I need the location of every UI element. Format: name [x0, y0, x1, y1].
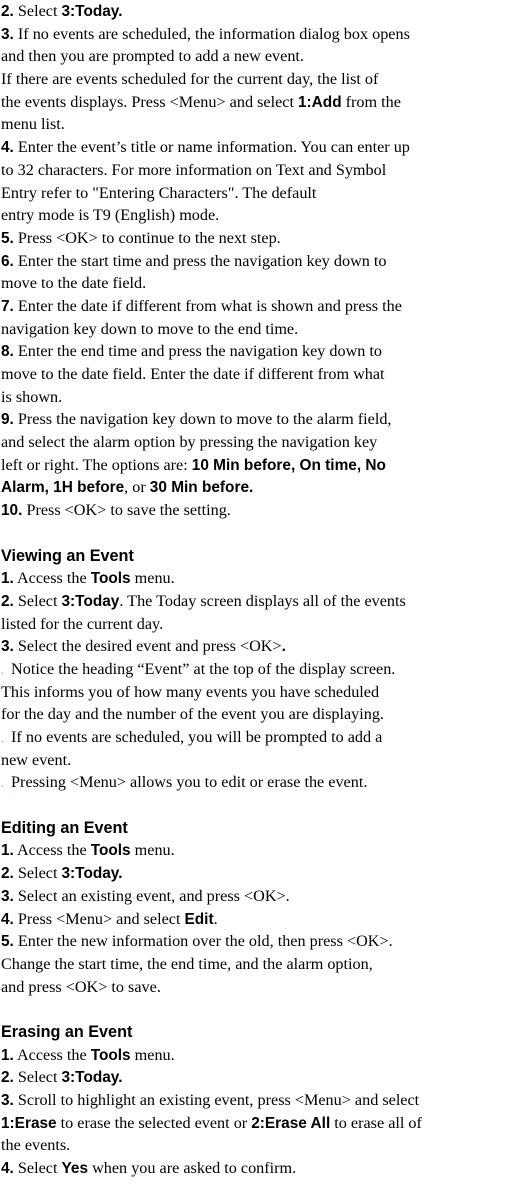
text: Enter the date if different from what is shown and press the	[13, 296, 402, 315]
step-line	[1, 908, 515, 931]
key-term: 2:Erase All	[251, 1114, 331, 1132]
text-line: Change the start time, the end time, and the alarm option,	[1, 954, 373, 973]
step-number: 3.	[1, 887, 14, 905]
text-line: menu list.	[1, 115, 65, 134]
section-heading-editing: Editing an Event	[1, 818, 128, 837]
step-line	[1, 0, 515, 23]
text: Access the	[13, 569, 91, 588]
step-line	[1, 295, 515, 318]
text: when you are asked to confirm.	[88, 1159, 297, 1178]
bullet-icon: .	[1, 776, 4, 791]
bullet-icon: .	[1, 731, 4, 745]
step-line	[1, 862, 515, 885]
bullet-icon: .	[1, 662, 4, 677]
text-line: and then you are prompted to add a new event.	[1, 47, 304, 66]
text-line: move to the date field.	[1, 274, 147, 293]
step-number: 4.	[1, 1160, 14, 1178]
text: Enter the event’s title or name information. You can enter up	[13, 138, 410, 157]
step-line	[1, 590, 515, 613]
step-line	[1, 885, 515, 908]
step-number: 5.	[1, 933, 14, 951]
text: , or	[124, 478, 150, 497]
step-line	[1, 567, 515, 590]
text: the events displays. Press <Menu> and select	[1, 92, 298, 111]
text-line: new event.	[1, 750, 72, 769]
text-line	[1, 476, 515, 499]
text: Select the desired event and press <OK>	[13, 637, 282, 656]
step-number: 1.	[1, 1046, 14, 1064]
text: Select	[13, 1159, 62, 1178]
text-line	[1, 454, 515, 477]
text: Press <OK> to save the setting.	[22, 501, 231, 520]
key-term: Alarm, 1H before	[1, 479, 125, 497]
step-line	[1, 250, 515, 273]
key-term: Tools	[90, 570, 131, 588]
spacer	[1, 794, 515, 817]
key-term: 1:Add	[298, 93, 342, 111]
step-line	[1, 227, 515, 250]
key-term: 3:Today.	[61, 1069, 123, 1087]
text: Pressing <Menu> allows you to edit or erase the event.	[7, 773, 368, 792]
step-number: 1.	[1, 570, 14, 588]
step-number: 3.	[1, 1092, 14, 1109]
bullet-line	[1, 658, 515, 681]
text: Press <OK> to continue to the next step.	[13, 228, 281, 247]
text-line: This informs you of how many events you have scheduled	[1, 682, 380, 701]
step-line	[1, 136, 515, 159]
text-line: Entry refer to "Entering Characters". The default	[1, 183, 317, 202]
key-term: 10 Min before, On time, No	[191, 456, 386, 474]
step-number: 4.	[1, 139, 14, 157]
text: Select	[13, 1068, 62, 1087]
text: . The Today screen displays all of the events	[119, 591, 406, 610]
step-number: 4.	[1, 910, 14, 928]
key-term: 3:Today.	[61, 3, 123, 20]
text: Select	[13, 864, 62, 883]
step-number: 3.	[1, 25, 14, 43]
text-line	[1, 1112, 515, 1135]
step-number: 8.	[1, 343, 14, 361]
text-line: and press <OK> to save.	[1, 977, 161, 996]
key-term: Tools	[90, 1046, 131, 1064]
text-line: the events.	[1, 1136, 71, 1155]
key-term: 3:Today	[61, 592, 120, 610]
text: If no events are scheduled, the information dialog box opens	[13, 24, 410, 43]
step-number: 2.	[1, 3, 14, 20]
text: If no events are scheduled, you will be prompted to add a	[7, 728, 383, 746]
step-line	[1, 1157, 515, 1180]
step-number: 5.	[1, 229, 14, 247]
text-line: is shown.	[1, 387, 63, 406]
step-line	[1, 930, 515, 953]
step-number: 2.	[1, 1069, 14, 1087]
step-line	[1, 1089, 515, 1112]
key-term: Edit	[184, 910, 214, 928]
step-number: 2.	[1, 865, 14, 883]
text-line: for the day and the number of the event you are displaying.	[1, 705, 384, 724]
key-term: 30 Min before.	[149, 479, 254, 497]
bullet-line	[1, 771, 515, 794]
text: Scroll to highlight an existing event, press <Menu> and select	[13, 1091, 420, 1109]
text: to erase all of	[330, 1113, 422, 1132]
step-number: 10.	[1, 502, 23, 520]
text-line: to 32 characters. For more information on Text and Symbol	[1, 160, 387, 179]
step-number: 6.	[1, 252, 14, 270]
text: Notice the heading “Event” at the top of the display screen.	[7, 659, 396, 678]
text: to erase the selected event or	[56, 1113, 252, 1132]
step-line	[1, 408, 515, 431]
step-number: 9.	[1, 411, 14, 429]
text: Enter the end time and press the navigation key down to	[13, 342, 383, 361]
text: left or right. The options are:	[1, 455, 192, 474]
text: Enter the start time and press the navigation key down to	[13, 251, 387, 270]
text: Select	[13, 591, 62, 610]
text: menu.	[130, 569, 175, 588]
text: menu.	[130, 841, 175, 860]
step-line	[1, 1044, 515, 1067]
step-number: 1.	[1, 842, 14, 860]
step-number: 3.	[1, 638, 14, 656]
step-line	[1, 635, 515, 658]
step-number: 7.	[1, 297, 14, 315]
step-line	[1, 499, 515, 522]
text: Access the	[13, 841, 91, 860]
text-line: navigation key down to move to the end time.	[1, 319, 299, 338]
text: Press the navigation key down to move to the alarm field,	[13, 410, 392, 429]
text: menu.	[130, 1045, 175, 1064]
text-line: and select the alarm option by pressing the navigation key	[1, 433, 378, 452]
step-line	[1, 23, 515, 46]
key-term: .	[281, 638, 286, 656]
step-line	[1, 839, 515, 862]
spacer	[1, 998, 515, 1021]
text: Select an existing event, and press <OK>.	[13, 886, 290, 905]
text: Access the	[13, 1045, 91, 1064]
text-line: listed for the current day.	[1, 614, 164, 633]
section-heading-viewing: Viewing an Event	[1, 546, 134, 565]
key-term: Tools	[90, 842, 131, 860]
text-line: move to the date field. Enter the date if different from what	[1, 365, 385, 383]
key-term: 3:Today.	[61, 865, 123, 883]
text-line: If there are events scheduled for the current day, the list of	[1, 70, 379, 89]
bullet-line	[1, 726, 515, 749]
spacer	[1, 522, 515, 545]
text: Press <Menu> and select	[13, 909, 185, 928]
key-term: Yes	[61, 1160, 89, 1178]
section-heading-erasing: Erasing an Event	[1, 1022, 133, 1041]
text-line	[1, 91, 515, 114]
step-line	[1, 340, 515, 363]
step-number: 2.	[1, 592, 14, 610]
step-line	[1, 1066, 515, 1089]
text: from the	[341, 92, 401, 111]
text: Enter the new information over the old, then press <OK>.	[13, 932, 393, 951]
text: Select	[13, 2, 62, 20]
key-term: 1:Erase	[1, 1114, 57, 1132]
text: .	[213, 909, 218, 928]
text-line: entry mode is T9 (English) mode.	[1, 206, 220, 225]
